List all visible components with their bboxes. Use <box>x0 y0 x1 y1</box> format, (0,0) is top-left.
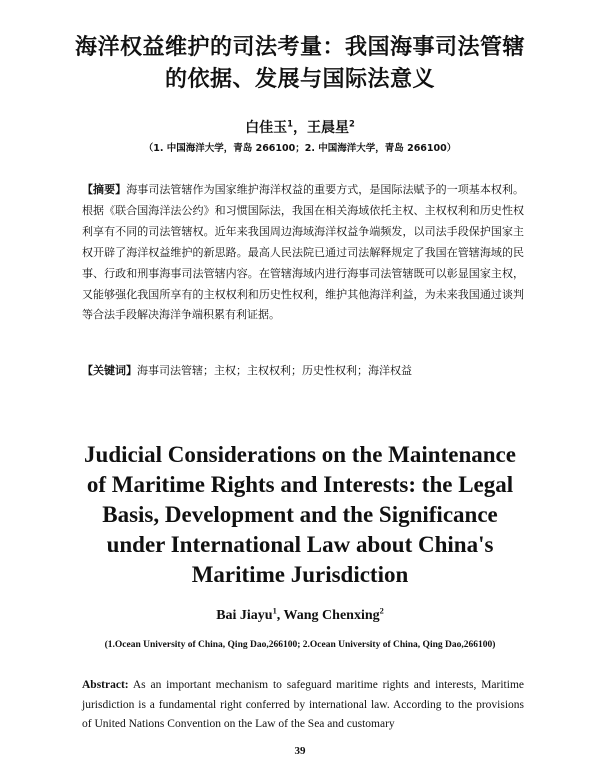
english-abstract-text: As an important mechanism to safeguard maritime rights and interests, Maritime jurisdiction is a fundamental right conferred by international law. According to the provisions of United Nations Convention on the Law of the Sea and customary <box>82 679 524 730</box>
chinese-authors <box>0 118 600 138</box>
english-author-1-affil-mark: 1 <box>272 606 277 616</box>
chinese-title-line-1: 海洋权益维护的司法考量：我国海事司法管辖 <box>74 35 525 60</box>
chinese-author-1-affil-mark: 1 <box>287 118 293 129</box>
chinese-author-2-affil-mark: 2 <box>349 118 355 129</box>
english-title-line-4: under International Law about China's <box>106 532 494 557</box>
chinese-affiliation: （1. 中国海洋大学，青岛 266100；2. 中国海洋大学，青岛 266100） <box>143 143 457 154</box>
chinese-title-line-2: 的依据、发展与国际法意义 <box>164 67 435 92</box>
english-author-1: Bai Jiayu <box>216 608 273 623</box>
chinese-abstract-label: 【摘要】 <box>82 183 127 196</box>
chinese-abstract-text: 海事司法管辖作为国家维护海洋权益的重要方式，是国际法赋予的一项基本权利。根据《联合国海洋法公约》和习惯国际法，我国在相关海域依托主权、主权权利和历史性权利享有不同的司法管辖权。近年来我国周边海域海洋权益争端频发，以司法手段保护国家主权开辟了海洋权益维护的新思路。最高人民法院已通过司法解释规定了我国在管辖海域的民事、行政和刑事海事司法管辖内容。在管辖海域内进行海事司法管辖既可以彰显国家主权，又能够强化我国所享有的主权权利和历史性权利，维护其他海洋利益，为未来我国通过谈判等合法手段解决海洋争端积累有利证据。 <box>82 183 525 322</box>
chinese-keywords-label: 【关键词】 <box>82 364 137 377</box>
chinese-author-separator: ， <box>293 120 307 136</box>
chinese-title <box>40 32 560 96</box>
english-author-separator: , <box>276 608 284 623</box>
chinese-author-2: 王晨星 <box>307 120 349 136</box>
english-abstract-label: Abstract: <box>82 679 129 691</box>
page-number: 39 <box>294 745 306 757</box>
chinese-keywords-text: 海事司法管辖；主权；主权权利；历史性权利；海洋权益 <box>137 364 412 377</box>
chinese-keywords <box>82 362 524 380</box>
english-title-line-5: Maritime Jurisdiction <box>191 562 409 587</box>
english-abstract <box>82 676 524 735</box>
chinese-author-1: 白佳玉 <box>245 120 288 136</box>
english-affiliation: (1.Ocean University of China, Qing Dao,266100; 2.Ocean University of China, Qing Dao,266100) <box>104 640 496 650</box>
english-authors <box>0 606 600 626</box>
english-title-line-3: Basis, Development and the Significance <box>102 502 498 527</box>
english-author-2: Wang Chenxing <box>283 608 380 623</box>
english-title-line-2: of Maritime Rights and Interests: the Legal <box>86 472 514 497</box>
chinese-abstract <box>82 180 524 326</box>
english-author-2-affil-mark: 2 <box>379 606 384 616</box>
english-title <box>60 440 540 590</box>
english-title-line-1: Judicial Considerations on the Maintenance <box>84 442 516 467</box>
